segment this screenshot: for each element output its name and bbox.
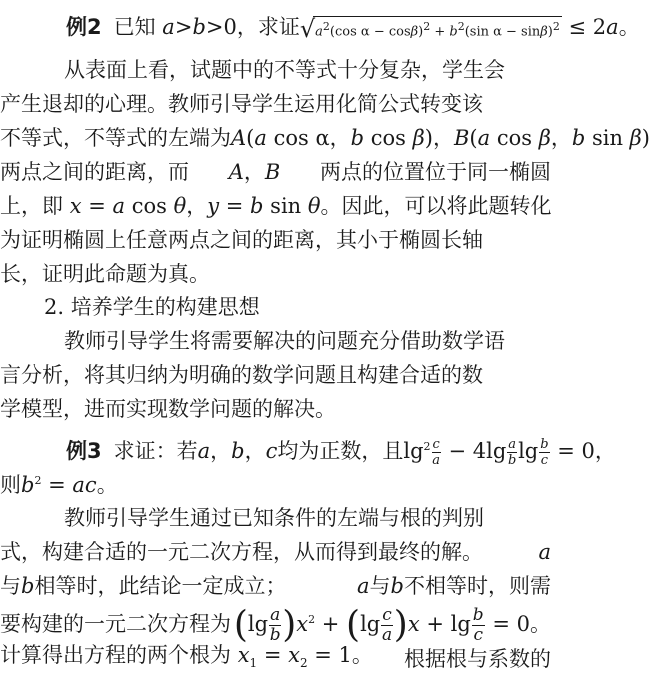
para3-line-5: 计算得出方程的两个根为 $x_1 = x_2 = 1$。 根据根与系数的 <box>0 642 551 671</box>
example-2-radical: $a^2(\cos$ $\alpha - \cos\beta)^2 + b^2(\sin$ α − sinβ)$^2$ <box>313 16 562 41</box>
example-3: 例3 求证：若a，b，c均为正数，且$\lg^2$ $\frac{c}{a}$ − 4lg $\frac{a}{b}$ lg $\frac{b}{c}$ = 0， <box>66 437 616 468</box>
frac-b-c-eq: $\frac{b}{c}$ <box>472 604 484 645</box>
para1-line-1: 从表面上看，试题中的不等式十分复杂，学生会 <box>64 58 505 82</box>
para1-line-6: 为证明椭圆上任意两点之间的距离，其小于椭圆长轴 <box>0 228 483 252</box>
example-2: 例2 已知 a>b>0，求证$√a^2(\cos$ $\alpha - \cos\beta)^2 + b^2(\sin$ α − sinβ)$^2$ ≤ 2a。 <box>66 14 640 43</box>
para1-line-7: 长，证明此命题为真。 <box>0 262 210 286</box>
frac-c-a: $\frac{c}{a}$ <box>432 437 441 468</box>
para2-line-1: 教师引导学生将需要解决的问题充分借助数学语 <box>64 329 505 353</box>
para1-line-3: 不等式，不等式的左端为 A(a cos α，b cos β)，B(a cos β，b sin β) <box>0 126 650 150</box>
frac-b-c: $\frac{b}{c}$ <box>540 437 549 468</box>
para2-line-2: 言分析，将其归纳为明确的数学问题且构建合适的数 <box>0 363 483 387</box>
para2-line-3: 学模型，进而实现数学问题的解决。 <box>0 397 336 421</box>
para3-line-3: 与b相等时，此结论一定成立； a与b不相等时，则需 <box>0 574 551 598</box>
para1-line-4: 两点之间的距离，而 A，B 两点的位置位于同一椭圆 <box>0 160 551 184</box>
example-2-label: 例2 <box>66 15 102 39</box>
frac-a-b: $\frac{a}{b}$ <box>508 437 517 468</box>
para1-line-5: 上，即 x = a cos θ，y = b sin θ。 因此，可以将此题转化 <box>0 194 552 218</box>
frac-c-a-eq: $\frac{c}{a}$ <box>381 604 393 645</box>
para3-line-1: 教师引导学生通过已知条件的左端与根的判别 <box>64 506 484 530</box>
para3-line-4: 要构建的一元二次方程为 (lg $\frac{a}{b}$ )$x^2 + (\lg$ $\frac{c}{a}$ )x + lg $\frac{b}{c}$ = 0。 <box>0 604 551 645</box>
frac-a-b-eq: $\frac{a}{b}$ <box>269 604 281 645</box>
example-3-conclusion: 则$b^2$ = ac。 <box>0 473 118 497</box>
para1-line-2: 产生退却的心理。教师引导学生运用化简公式转变该 <box>0 92 483 116</box>
para3-line-2: 式，构建合适的一元二次方程，从而得到最终的解。 a <box>0 540 551 564</box>
section-2-heading: 2. 培养学生的构建思想 <box>44 295 260 319</box>
example-3-label: 例3 <box>66 439 102 463</box>
